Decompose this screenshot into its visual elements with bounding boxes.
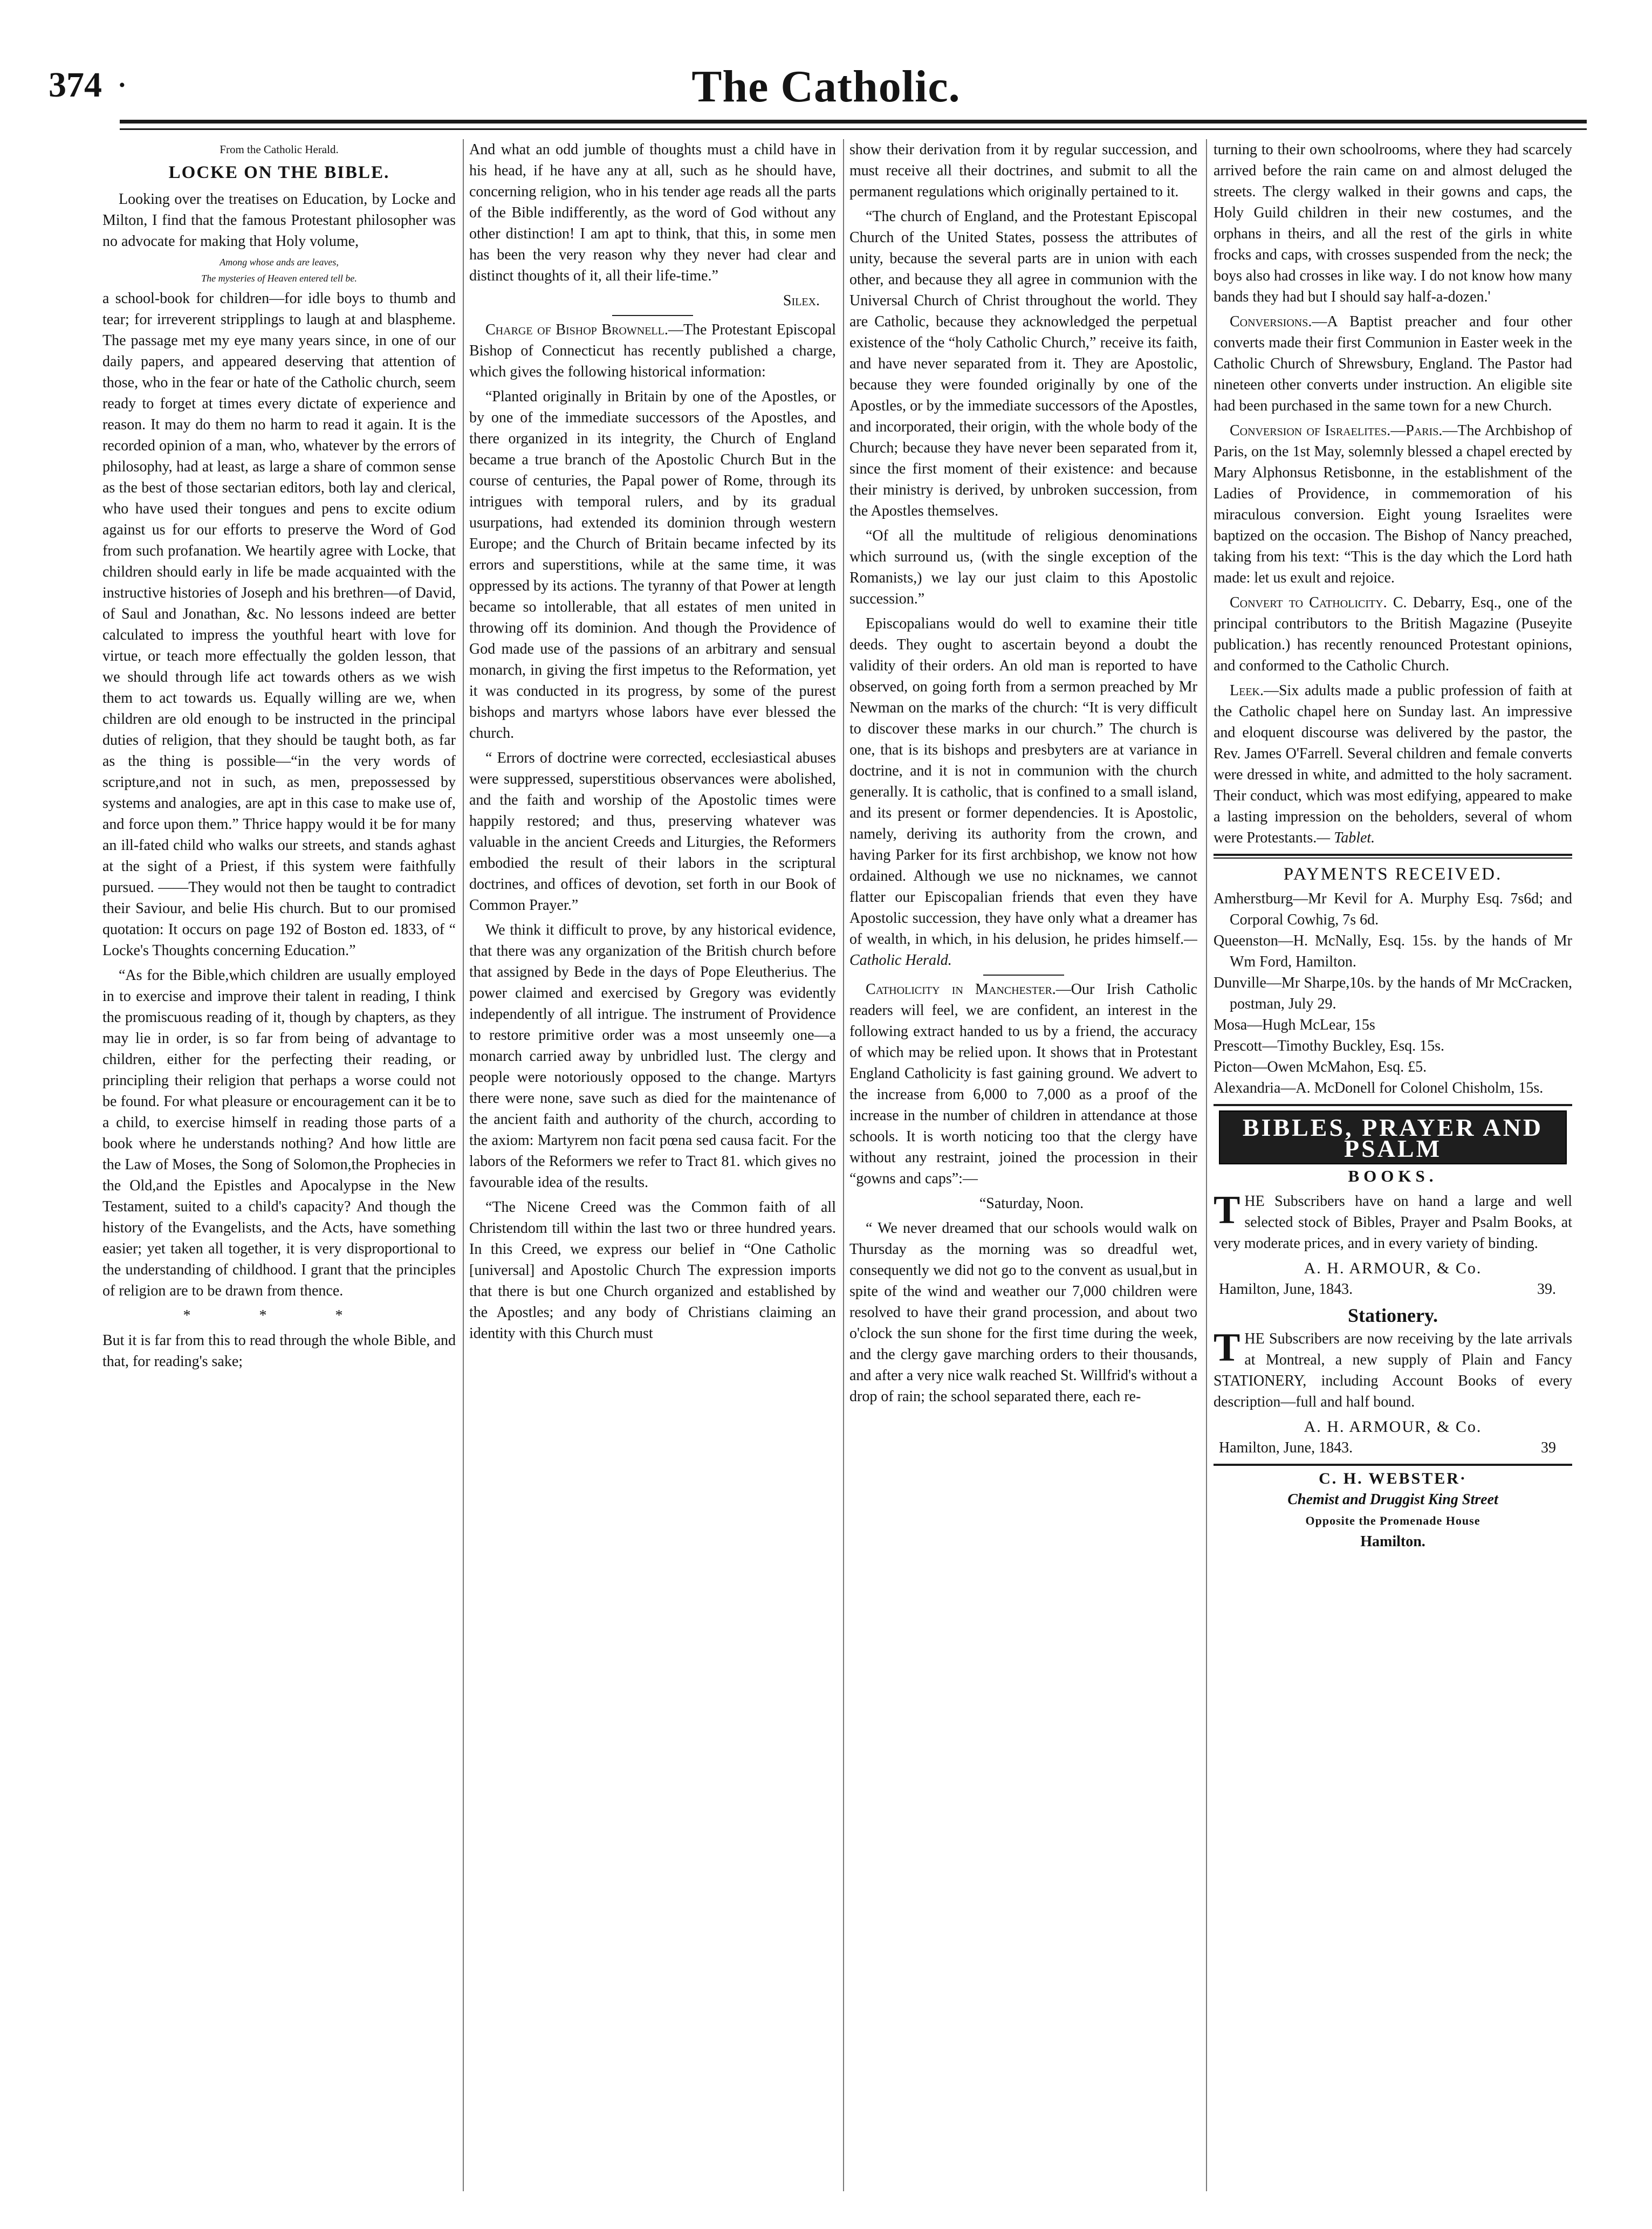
article-signature: Silex. — [783, 292, 820, 309]
column-divider — [1206, 139, 1207, 2191]
ad-date: Hamilton, June, 1843. — [1219, 1439, 1353, 1456]
news-item-title: Conversions. — [1230, 313, 1312, 330]
page-number-dot: · — [118, 70, 127, 100]
article-paragraph: “The church of England, and the Protestant Episcopal Church of the United States, possess the attributes of unity, because the several parts are in union with each other, and because they all agree in communion with the Universal Church of Christ throughout the world. They are Catholic, because they acknowledged the perpetual existence of the “holy Catholic Church,” receive its faith, and have never separated from it. They are Apostolic, because they were founded originally by one of the Apostles, or by the immediate successors of the Apostles, and incorporated, their origin, with the whole body of the Church; because they have never been separated from it, since the first moment of their existence: and because their ministry is derived, by unbroken succession, from the Apostles themselves. — [849, 208, 1197, 519]
verse-line: Among whose ands are leaves, — [220, 257, 339, 268]
news-item: Leek.—Six adults made a public profession of faith at the Catholic chapel here on Sunday last. An impressive and eloquent discourse was delivered by the pastor, the Rev. James O'Farrell. Several children and female converts were dressed in white, and admitted to the holy sacrament. Their conduct, which was most edifying, appeared to make a lasting impression on the beholders, several of whom were Protestants.— Tablet. — [1214, 682, 1572, 846]
payment-entry: Mosa—Hugh McLear, 15s — [1214, 1017, 1375, 1033]
payment-entry: Amherstburg—Mr Kevil for A. Murphy Esq. 7s6d; and Corporal Cowhig, 7s 6d. — [1214, 890, 1572, 928]
webster-subtitle: Chemist and Druggist King Street — [1287, 1491, 1498, 1508]
payment-entry: Alexandria—A. McDonell for Colonel Chisholm, 15s. — [1214, 1080, 1544, 1096]
article-paragraph: We think it difficult to prove, by any historical evidence, that there was any organization of the British church before that assigned by Bede in the days of Pope Eleutherius. The power claimed and exercised by Gregory was evidently independently of all intrigue. The instrument of Providence to restore primitive order was a most unseemly one—a monarch carried away by unbridled lust. The clergy and people were notoriously opposed to the change. Martyrs there were none, save such as died for the maintenance of the ancient faith and authority of the church, according to the axiom: Martyrem non facit pœna sed causa facit. For the labors of the Reformers we refer to Tract 81. which gives no favourable idea of the results. — [469, 922, 836, 1191]
stationery-text: THE Subscribers are now receiving by the late arrivals at Montreal, a new supply of Plain and Fancy STATIONERY, including Account Books of every description—full and half bound. — [1214, 1326, 1572, 1410]
news-item: Conversions.—A Baptist preacher and four other converts made their first Communion in Easter week in the Catholic Church of Shrewsbury, England. The Pastor had nineteen other converts under instruction. An eligible site had been purchased in the same town for a new Church. — [1214, 313, 1572, 414]
asterisks-divider: * * * — [183, 1307, 375, 1324]
column-3 — [849, 139, 1197, 2191]
article-paragraph: But it is far from this to read through the whole Bible, and that, for reading's sake; — [102, 1332, 456, 1370]
article-paragraph: Looking over the treatises on Education, by Locke and Milton, I find that the famous Protestant philosopher was no advocate for making that Holy volume, — [102, 191, 456, 250]
article-paragraph: “As for the Bible,which children are usually employed in to exercise and improve their talent in reading, I think the promiscuous reading of it, though by chapters, as they may lie in order, is so far from being of advantage to children, either for the perfecting their reading, or principling their religion that perhaps a worse could not be found. For what pleasure or encouragement can it be to a child, to exercise himself in reading those parts of a book where he understands nothing? And how little are the Law of Moses, the Song of Solomon,the Prophecies in the Old,and the Epistles and Apocalypse in the New Testament, suited to a child's capacity? And though the history of the Evangelists, and the Acts, have something easier; yet taken all together, it is very disproportional to the understanding of childhood. I grant that the principles of religion are to be drawn from thence. — [102, 967, 456, 1299]
drop-cap: T — [1214, 1188, 1240, 1232]
article-paragraph: Episcopalians would do well to examine their title deeds. They ought to ascertain beyond a doubt the validity of their orders. An old man is reported to have observed, on going forth from a sermon preached by Mr Newman on the marks of the church: “It is very difficult to discover these marks in our church.” The church is one, that is its bishops and presbyters are at variance in doctrine, and it is not in communion with the church generally. It is catholic, that is confined to a small island, and its present or former dependencies. It is Apostolic, namely, deriving its authority from the crown, and having Parker for its first archbishop, we know not how ordained. Although we use no nicknames, we cannot flatter our Episcopalian friends that even they have Apostolic succession, they have only what a dreamer has of wealth, in which, in his delusion, he prides himself.—Catholic Herald. — [849, 615, 1197, 969]
article-paragraph: “Planted originally in Britain by one of the Apostles, or by one of the immediate successors of the Apostles, and there organized in its integrity, the Church of England became a true branch of the Apostolic Church But in the course of centuries, the Papal power of Rome, through its intrigues with temporal rulers, and by its gradual usurpations, had extended its dominion through western Europe; and the Church of Britain became infected by its errors and superstitions, while at the same time, it was oppressed by its actions. The tyranny of that Power at length became so intollerable, that all estates of men united in throwing off its dominion. And though the Providence of God made use of the passions of an arbitrary and sensual monarch, in giving the first impetus to the Reformation, yet it was conducted in its progress, by some of the purest bishops and martyrs whose labors have ever blessed the church. — [469, 388, 836, 742]
ad-number: 39 — [1541, 1439, 1556, 1456]
article-paragraph: And what an odd jumble of thoughts must a child have in his head, if he have any at all, such as he should have, concerning religion, who in his tender age reads all the parts of the Bible indifferently, as the word of God without any other distinction! I am apt to think, that this, in some men has been the very reason why they never had clear and distinct thoughts of it, all their life-time.” — [469, 141, 836, 284]
header-rule-thin — [120, 128, 1587, 130]
column-divider — [463, 139, 464, 2191]
article-paragraph: a school-book for children—for idle boys to thumb and tear; for irreverent stripplings to laugh at and blaspheme. The passage met my eye many years since, in one of our daily papers, and appeared deserving that attention of those, who in the fear or hate of the Catholic church, seem ready to forget at times every dictate of experience and reason. It may do them no harm to read it again. It is the recorded opinion of a man, who, whatever by the errors of philosophy, had at least, as large a share of common sense as the best of those sectarian editors, both lay and clerical, who have used their tongues and pens to excite odium against us for our efforts to preserve the Word of God from such profanation. We heartily agree with Locke, that children should early in life be made acquainted with the instructive histories of Joseph and his brethren—of David, of Saul and Jonathan, &c. No lessons indeed are better calculated to impress the youthful heart with love for virtue, or teach more effectually the golden lesson, that we should through life act towards others as we wish them to act towards us. Equally willing are we, when children are old enough to be instructed in the principal duties of religion, that they should be taught both, as far as the thing is possible—“in the very words of scripture,and not in such, as men, prepossessed by systems and analogies, are apt in this case to make use of, and force upon them.” Thrice happy would it be for many an ill-fated child who walks our streets, and stands aghast at the sight of a Priest, if this system were faithfully pursued. ——They would not then be taught to contradict their Saviour, and belie His church. But to our promised quotation: It occurs on page 192 of Boston ed. 1833, of “ Locke's Thoughts concerning Education.” — [102, 290, 456, 959]
column-1 — [102, 139, 456, 2191]
webster-city: Hamilton. — [1360, 1533, 1425, 1550]
article-title: Charge of Bishop Brownell. — [485, 321, 668, 338]
article-paragraph: “Of all the multitude of religious denominations which surround us, (with the single exception of the Romanists,) we lay our just claim to this Apostolic succession.” — [849, 527, 1197, 607]
article-signature: — Tablet. — [1317, 829, 1375, 846]
ad-date: Hamilton, June, 1843. — [1219, 1281, 1353, 1298]
column-divider — [843, 139, 844, 2191]
news-item-title: Conversion of Israelites.—Paris. — [1230, 422, 1443, 439]
column-2 — [469, 139, 836, 2191]
verse-line: The mysteries of Heaven entered tell be. — [201, 273, 357, 284]
article-paragraph: Charge of Bishop Brownell.—The Protestant Episcopal Bishop of Connecticut has recently published a charge, which gives the following historical information: — [469, 321, 836, 380]
dateline: “Saturday, Noon. — [979, 1195, 1084, 1212]
article-paragraph: “The Nicene Creed was the Common faith of all Christendom till within the last two or three hundred years. In this Creed, we express our belief in “One Catholic [universal] and Apostolic Church The expression imports that there is but one Church organized and established by the Apostles; and any body of Christians claiming an identity with this Church must — [469, 1199, 836, 1342]
short-divider — [612, 315, 693, 316]
payments-list — [1214, 888, 1572, 1099]
payments-title: PAYMENTS RECEIVED. — [1283, 865, 1503, 884]
column-4 — [1214, 139, 1572, 2191]
payment-entry: Picton—Owen McMahon, Esq. £5. — [1214, 1059, 1427, 1075]
article-title: Catholicity in Manchester. — [866, 981, 1056, 998]
ad-dateline — [1214, 1279, 1572, 1300]
section-rule-thick — [1214, 1464, 1572, 1466]
article-paragraph: “ Errors of doctrine were corrected, ecclesiastical abuses were suppressed, superstitious observances were abolished, and the faith and worship of the Apostolic times were happily restored; and thus, preserving whatever was valuable in the ancient Creeds and Liturgies, the Reformers embodied the result of their labors in the scriptural doctrines, and offices of devotion, set forth in our Book of Common Prayer.” — [469, 750, 836, 914]
ad-signer: A. H. ARMOUR, & Co. — [1304, 1259, 1482, 1277]
masthead-title: The Catholic. — [691, 61, 961, 112]
ad-dateline — [1214, 1437, 1572, 1458]
payment-entry: Prescott—Timothy Buckley, Esq. 15s. — [1214, 1038, 1445, 1054]
news-item: Conversion of Israelites.—Paris.—The Archbishop of Paris, on the 1st May, solemnly blessed a chapel erected by Mary Alphonsus Retisbonne, in the establishment of the Ladies of Providence, in commemoration of his miraculous conversion. Eight young Israelites were baptized on the occasion. The Bishop of Nancy preached, taking from his text: “This is the day which the Lord hath made: let us exult and rejoice. — [1214, 422, 1572, 586]
article-source: From the Catholic Herald. — [220, 143, 339, 156]
article-paragraph: show their derivation from it by regular succession, and must receive all their doctrines, and submit to all the permanent regulations which originally pertained to it. — [849, 141, 1197, 200]
header-rule-thick — [120, 120, 1587, 124]
section-rule-thick — [1214, 1104, 1572, 1106]
news-item: Convert to Catholicity. C. Debarry, Esq., one of the principal contributors to the British Magazine (Puseyite publication.) has recently renounced Protestant opinions, and conformed to the Catholic Church. — [1214, 594, 1572, 674]
payment-entry: Dunville—Mr Sharpe,10s. by the hands of Mr McCracken, postman, July 29. — [1214, 975, 1572, 1012]
books-ad-text: THE Subscribers have on hand a large and well selected stock of Bibles, Prayer and Psalm Books, at very moderate prices, and in every variety of binding. — [1214, 1188, 1572, 1252]
article-paragraph: “ We never dreamed that our schools would walk on Thursday as the morning was so dreadful wet, consequently we did not go to the convent as usual,but in spite of the wind and weather our 7,000 children were resolved to have their grand procession, and about two o'clock the sun shone for the first time during the week, and the clergy gave marching orders to their thousands, and after a very nice walk reached St. Willfrid's without a drop of rain; the school separated there, each re- — [849, 1220, 1197, 1405]
books-ad-banner: BIBLES, PRAYER AND PSALM — [1219, 1110, 1567, 1164]
short-divider — [983, 975, 1064, 976]
article-paragraph: turning to their own schoolrooms, where they had scarcely arrived before the rain came on and almost deluged the streets. The clergy walked in their gowns and caps, the Holy Guild children in their new costumes, and the orphans in theirs, and all the rest of the girls in white frocks and caps, with crosses suspended from the neck; the boys also had crosses in like way. I do not know how many bands they had but I should say half-a-dozen.' — [1214, 141, 1572, 305]
page-number: 374 — [49, 65, 102, 105]
ad-number: 39. — [1537, 1281, 1556, 1298]
payment-entry: Queenston—H. McNally, Esq. 15s. by the hands of Mr Wm Ford, Hamilton. — [1214, 932, 1572, 970]
stationery-title: Stationery. — [1348, 1305, 1438, 1326]
section-rule-thin — [1214, 858, 1572, 859]
article-signature: —Catholic Herald. — [849, 931, 1197, 969]
webster-address: Opposite the Promenade House — [1305, 1514, 1480, 1527]
ad-signer: A. H. ARMOUR, & Co. — [1304, 1418, 1482, 1436]
drop-cap: T — [1214, 1326, 1240, 1370]
news-item-title: Leek. — [1230, 682, 1264, 699]
article-headline: LOCKE ON THE BIBLE. — [168, 163, 390, 182]
article-paragraph: Catholicity in Manchester.—Our Irish Catholic readers will feel, we are confident, an interest in the following extract handed to us by a friend, the accuracy of which may be relied upon. It shows that in Protestant England Catholicity is fast gaining ground. We advert to the increase from 6,000 to 7,000 as a proof of the increase in the number of children in attendance at those schools. It is worth noticing too that the clergy have without any restraint, joined the procession in their “gowns and caps”:— — [849, 981, 1197, 1187]
books-ad-subtitle: BOOKS. — [1348, 1167, 1438, 1185]
section-rule-thick — [1214, 854, 1572, 856]
news-item-title: Convert to Catholicity. — [1230, 594, 1387, 611]
webster-name: C. H. WEBSTER· — [1319, 1470, 1467, 1487]
